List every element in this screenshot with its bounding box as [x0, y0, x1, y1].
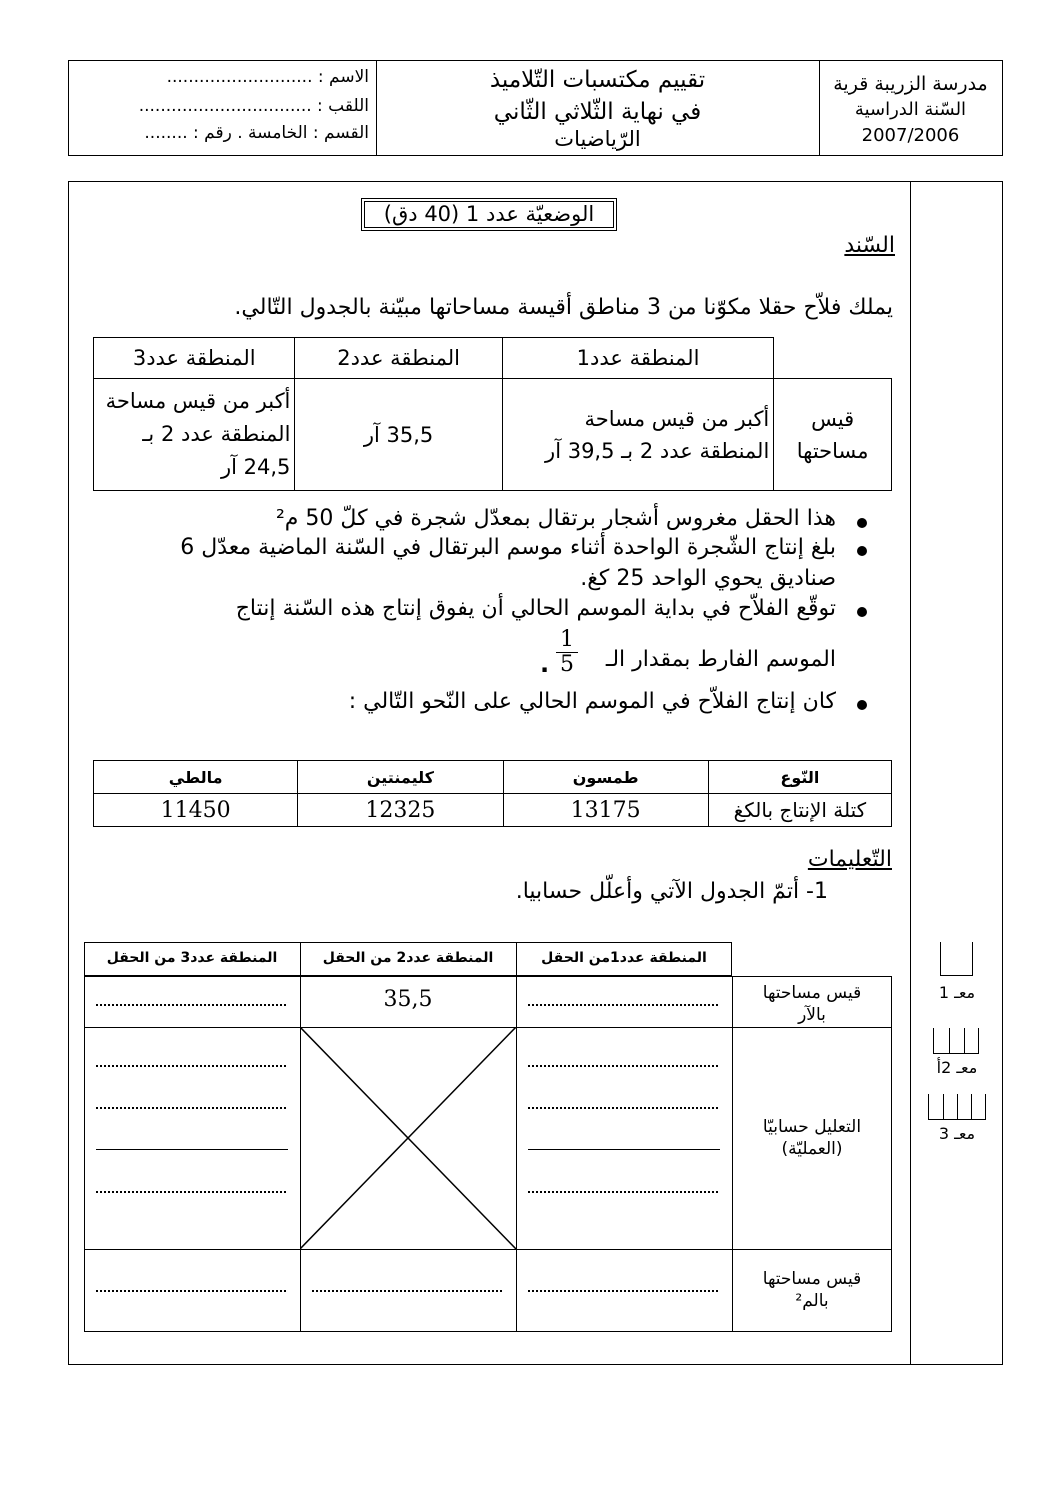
answer-r1-zone3-input[interactable]	[96, 1004, 286, 1006]
answer-r1-zone2-value: 35,5	[383, 987, 433, 1012]
zones-header-1: المنطقة عدد1	[502, 338, 774, 379]
answer-r2-zone3-line3[interactable]	[96, 1191, 286, 1193]
score-box-3[interactable]	[928, 1094, 986, 1120]
score-label-3: معـ 3	[938, 1124, 976, 1143]
zones-row-label: قيس مساحتها	[774, 379, 892, 491]
prod-mass-maltese: 11450	[94, 794, 298, 827]
score-label-1: معـ 1	[938, 983, 976, 1002]
header-box	[68, 60, 1003, 156]
bullet-text-4: كان إنتاج الفلاّح في الموسم الحالي على النّحو التّالي :	[348, 689, 836, 714]
bullet-text-3-end: .	[540, 650, 550, 678]
prod-type-maltese: مالطي	[94, 761, 298, 794]
answer-r2-zone1-line2[interactable]	[528, 1107, 718, 1109]
bullet-text-2b: صناديق يحوي الواحد 25 كغ.	[580, 566, 836, 591]
score-label-2: معـ 2أ	[936, 1058, 978, 1077]
answer-row2-label: التعليل حسابيّا (العمليّة)	[762, 1117, 862, 1159]
instructions-heading: التّعليمات	[807, 847, 892, 872]
answer-r1-zone1-input[interactable]	[528, 1004, 718, 1006]
prod-type-clementine: كليمنتين	[298, 761, 503, 794]
zones-cell-1: أكبر من قيس مساحة المنطقة عدد 2 بـ 39,5 آر	[502, 379, 774, 491]
support-heading: السّند	[844, 233, 895, 258]
answer-r3-zone1-input[interactable]	[528, 1290, 718, 1292]
prod-type-label: النّوع	[708, 761, 891, 794]
header-title-line1: تقييم مكتسبات التّلاميذ	[489, 67, 706, 93]
school-year: 2007/2006	[861, 125, 960, 146]
surname-field[interactable]: اللقب : ................................	[138, 96, 369, 116]
answer-r2-zone3-rule	[96, 1149, 288, 1150]
answer-r3-zone2-input[interactable]	[312, 1290, 502, 1292]
answer-header-1: المنطقة عدد1من الحقل	[541, 950, 707, 966]
bullet-3	[857, 607, 867, 617]
bullet-4	[857, 700, 867, 710]
answer-r2-zone2-cross	[300, 1027, 516, 1249]
answer-row3-label: قيس مساحتها بالم²	[762, 1269, 862, 1311]
answer-r2-zone1-rule	[528, 1149, 720, 1150]
zones-cell-3: أكبر من قيس مساحة المنطقة عدد 2 بـ 24,5 آر	[94, 379, 295, 491]
intro-text: يملك فلاّح حقلا مكوّنا من 3 مناطق أقيسة مساحاتها مبيّنة بالجدول التّالي.	[234, 295, 893, 320]
fraction-one-fifth: 1 5	[556, 628, 578, 677]
score-box-2[interactable]	[933, 1028, 979, 1054]
question-1: 1- أتمّ الجدول الآتي وأعلّل حسابيا.	[515, 879, 828, 904]
answer-row1-label: قيس مساحتها بالآر	[762, 983, 862, 1025]
prod-type-thomson: طمسون	[503, 761, 708, 794]
answer-r2-zone3-line2[interactable]	[96, 1107, 286, 1109]
name-field[interactable]: الاسم : ...........................	[166, 67, 369, 87]
zones-cell-2: 35,5 آر	[295, 379, 502, 491]
situation-title: الوضعيّة عدد 1 (40 دق)	[364, 201, 614, 228]
class-field[interactable]: القسم : الخامسة . رقم : ........	[144, 123, 369, 143]
school-year-label: السّنة الدراسية	[854, 99, 967, 120]
header-title-line3: الرّياضيات	[554, 127, 641, 151]
prod-mass-clementine: 12325	[298, 794, 503, 827]
production-table	[93, 760, 892, 827]
zones-header-3: المنطقة عدد3	[94, 338, 295, 379]
answer-r3-zone3-input[interactable]	[96, 1290, 286, 1292]
bullet-text-3a: توقّع الفلاّح في بداية الموسم الحالي أن يفوق إنتاج هذه السّنة إنتاج	[235, 596, 836, 621]
prod-mass-thomson: 13175	[503, 794, 708, 827]
answer-r2-zone3-line1[interactable]	[96, 1065, 286, 1067]
answer-header-2: المنطقة عدد2 من الحقل	[322, 950, 494, 966]
zones-header-2: المنطقة عدد2	[295, 338, 502, 379]
score-box-1[interactable]	[940, 942, 973, 976]
header-title-line2: في نهاية الثّلاثي الثّاني	[493, 99, 702, 125]
answer-r2-zone1-line3[interactable]	[528, 1191, 718, 1193]
bullet-text-2a: بلغ إنتاج الشّجرة الواحدة أثناء موسم البرتقال في السّنة الماضية معدّل 6	[180, 535, 836, 560]
bullet-1	[857, 518, 867, 528]
score-column-divider	[910, 181, 911, 1365]
prod-mass-label: كتلة الإنتاج بالكغ	[708, 794, 891, 827]
answer-header-3: المنطقة عدد3 من الحقل	[106, 950, 278, 966]
answer-r2-zone1-line1[interactable]	[528, 1065, 718, 1067]
bullet-text-3b: الموسم الفارط بمقدار الـ	[605, 647, 836, 672]
bullet-2	[857, 546, 867, 556]
bullet-text-1: هذا الحقل مغروس أشجار برتقال بمعدّل شجرة في كلّ 50 م²	[275, 506, 836, 531]
zones-table	[93, 337, 892, 491]
school-name: مدرسة الزريبة قرية	[833, 73, 988, 95]
